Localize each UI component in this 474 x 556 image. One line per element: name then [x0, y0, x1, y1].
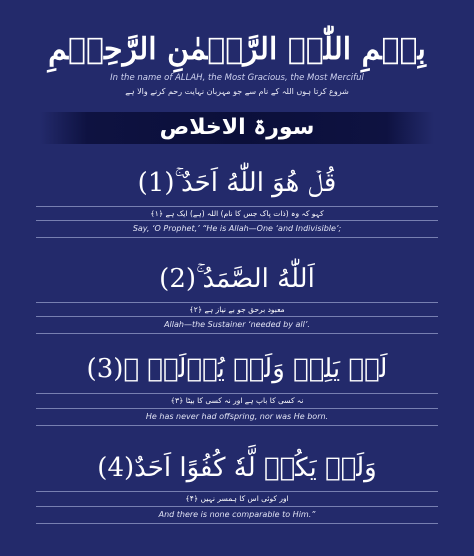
divider-line — [36, 333, 438, 334]
verse-4-arabic: وَلَمۡ يَكُنۡ لَّهٗ كُفُوًا اَحَدٌ(4) — [97, 453, 377, 483]
divider-line — [36, 523, 438, 524]
verse-4-urdu: اور کوئی اس کا ہمسر نہیں ﴿۴﴾ — [185, 494, 289, 503]
verse-1-arabic: قُلۡ هُوَ اللّٰهُ اَحَدٌ ۚ(1) — [137, 168, 337, 198]
verse-4-english: And there is none comparable to Him.” — [158, 510, 316, 519]
verse-2-english: Allah—the Sustainer ‘needed by all’. — [164, 320, 310, 329]
divider-line — [36, 491, 438, 492]
divider-line — [36, 237, 438, 238]
divider-line — [36, 425, 438, 426]
divider-line — [36, 316, 438, 317]
divider-line — [36, 206, 438, 207]
verse-2-arabic: اَللّٰهُ الصَّمَدُ ۚ(2) — [159, 264, 315, 294]
surah-title: سورۃ الاخلاص — [159, 115, 315, 140]
divider-line — [36, 220, 438, 221]
bismillah-arabic: بِسۡمِ اللّٰہِ الرَّحۡمٰنِ الرَّحِیۡمِ — [48, 32, 426, 67]
verse-3-english: He has never had offspring, nor was He born. — [145, 412, 329, 421]
verse-3-arabic: لَمۡ يَلِدۡ وَلَمۡ يُوۡلَدۡ ۙ(3) — [86, 354, 388, 384]
bismillah-english: In the name of ALLAH, the Most Gracious, the Most Merciful — [110, 73, 364, 83]
verse-1-english: Say, ‘O Prophet,’ “He is Allah—One ‘and Indivisible’; — [132, 224, 342, 233]
divider-line — [36, 506, 438, 507]
verse-2-urdu: معبود برحق جو بے نیاز ہے ﴿۲﴾ — [189, 305, 285, 314]
surah-title-banner — [40, 112, 434, 144]
divider-line — [36, 393, 438, 394]
divider-line — [36, 302, 438, 303]
verse-3-urdu: نہ کسی کا باپ ہے اور نہ کسی کا بیٹا ﴿۳﴾ — [170, 396, 304, 405]
bismillah-urdu: شروع کرتا ہوں اللہ کے نام سے جو مہربان نہایت رحم کرنے والا ہے — [125, 87, 349, 96]
verse-1-urdu: کہو کہ وہ (ذات پاک جس کا نام) اللہ (ہے) ایک ہے ﴿۱﴾ — [150, 209, 324, 218]
divider-line — [36, 408, 438, 409]
